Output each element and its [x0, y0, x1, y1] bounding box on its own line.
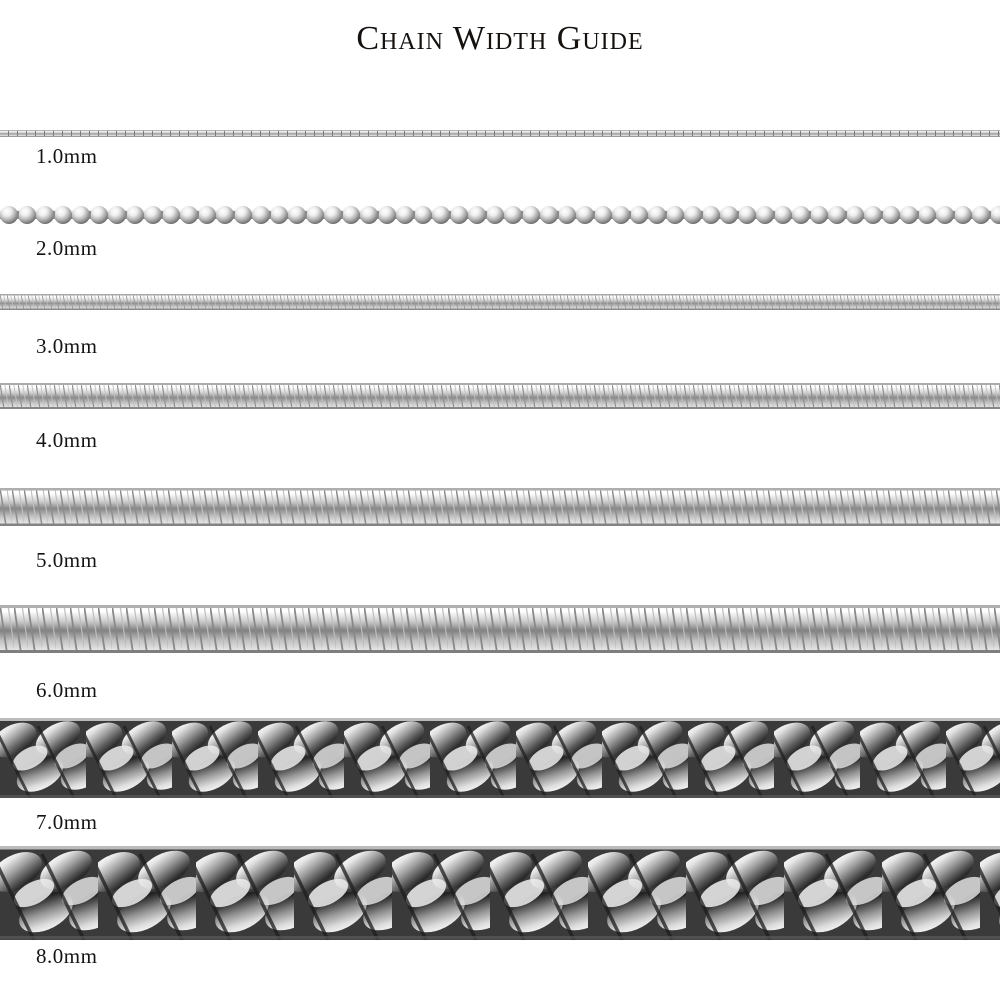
- chain-sample-1-0mm: [0, 124, 1000, 144]
- chain-sample-6-0mm: [0, 594, 1000, 666]
- chain-label-5-0mm: 5.0mm: [36, 548, 98, 572]
- chain-label-3-0mm: 3.0mm: [36, 334, 98, 358]
- chain-sample-2-0mm: [0, 198, 1000, 232]
- chain-sample-3-0mm: [0, 286, 1000, 320]
- chain-label-1-0mm: 1.0mm: [36, 144, 98, 168]
- chain-sample-7-0mm: [0, 710, 1000, 806]
- page-title: Chain Width Guide: [356, 20, 644, 57]
- chain-label-2-0mm: 2.0mm: [36, 236, 98, 260]
- chain-label-4-0mm: 4.0mm: [36, 428, 98, 452]
- chain-sample-4-0mm: [0, 374, 1000, 420]
- chain-label-6-0mm: 6.0mm: [36, 678, 98, 702]
- chain-sample-8-0mm: [0, 838, 1000, 948]
- chain-label-7-0mm: 7.0mm: [36, 810, 98, 834]
- chain-label-8-0mm: 8.0mm: [36, 944, 98, 968]
- chain-sample-5-0mm: [0, 478, 1000, 540]
